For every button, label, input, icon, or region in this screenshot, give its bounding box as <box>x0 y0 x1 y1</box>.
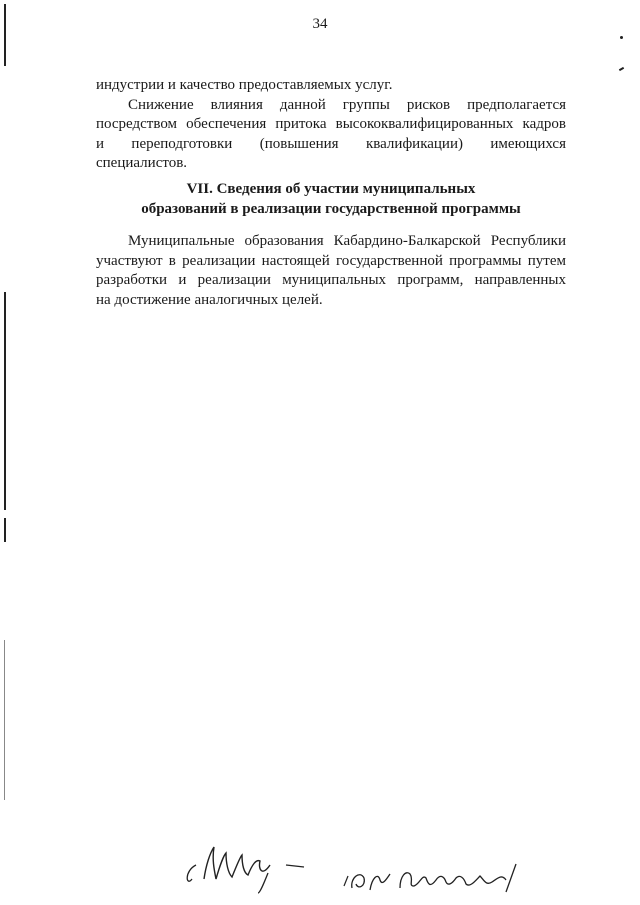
word: Республики <box>490 233 566 249</box>
word: группы <box>342 96 390 113</box>
scan-edge-mark-middle <box>4 292 6 510</box>
word: реализации <box>182 252 256 269</box>
word: кадров <box>522 116 566 132</box>
word: путем <box>527 252 566 269</box>
word: притока <box>275 116 327 132</box>
scan-speck-right-2 <box>619 67 624 71</box>
scan-speck-right-1 <box>620 36 623 39</box>
signature-second <box>330 850 530 900</box>
word: и <box>178 272 187 288</box>
risk-line-2 <box>96 96 566 116</box>
word: и <box>96 135 105 152</box>
word: имеющихся <box>490 135 566 152</box>
word: (повышения <box>259 135 339 152</box>
word: программы <box>449 252 522 269</box>
word: государственной <box>335 252 443 269</box>
word: образования <box>244 233 324 249</box>
scan-edge-mark-dotted <box>4 640 5 800</box>
word: программ, <box>397 272 464 288</box>
word: посредством <box>96 116 178 132</box>
word: настоящей <box>261 252 330 269</box>
word: рисков <box>406 96 451 113</box>
word: разработки <box>96 272 168 288</box>
word: участвуют <box>96 252 163 269</box>
word: высококвалифицированных <box>335 116 514 132</box>
word: Снижение <box>128 96 194 113</box>
scan-edge-mark-top <box>4 4 6 66</box>
section-heading-line-2: образований в реализации государственной программы <box>141 200 521 217</box>
word: направленных <box>474 272 566 288</box>
word: Муниципальные <box>128 233 235 249</box>
scan-edge-mark-lower <box>4 518 6 542</box>
word: обеспечения <box>186 116 267 132</box>
word: переподготовки <box>131 135 233 152</box>
signature-first <box>180 835 330 895</box>
word: Кабардино-Балкарской <box>333 233 481 249</box>
word: предполагается <box>467 96 566 113</box>
risk-line-3 <box>96 115 566 135</box>
word: квалификации) <box>365 135 463 152</box>
risk-line-5: специалистов. <box>96 155 188 171</box>
risk-paragraph <box>96 76 566 174</box>
section-heading <box>96 180 566 219</box>
municipal-line-4: на достижение аналогичных целей. <box>96 291 323 308</box>
risk-line-4 <box>96 135 566 155</box>
word: муниципальных <box>282 272 387 288</box>
word: влияния <box>210 96 263 113</box>
municipal-line-3 <box>96 271 566 291</box>
word: реализации <box>197 272 271 288</box>
word: в <box>168 252 176 269</box>
municipal-paragraph <box>96 232 566 310</box>
word: данной <box>279 96 326 113</box>
risk-line-1: индустрии и качество предоставляемых услуг. <box>96 77 393 93</box>
page-number: 34 <box>312 16 328 32</box>
municipal-line-1 <box>96 232 566 252</box>
municipal-line-2 <box>96 252 566 272</box>
section-heading-line-1: VII. Сведения об участии муниципальных <box>186 181 476 197</box>
